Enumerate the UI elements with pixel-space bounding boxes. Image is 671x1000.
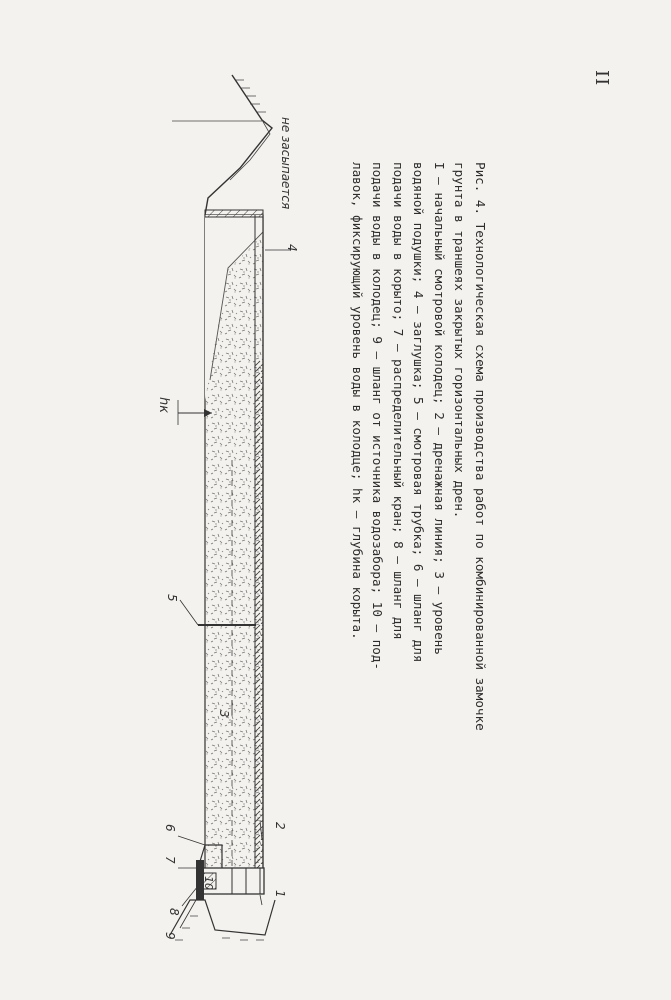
- depth-symbol-label: hк: [156, 397, 171, 414]
- page-number: II: [591, 70, 612, 87]
- caption-line: Рис. 4. Технологическая схема производства работ по комбинированной замочке: [473, 162, 488, 731]
- ground-slope-top-hatch: [236, 80, 266, 112]
- label-10: 10: [202, 876, 215, 890]
- caption-line: водяной подушки; 4 – заглушка; 5 – смотровая трубка; 6 – шланг для: [411, 162, 427, 663]
- caption-line: подачи воды в колодец; 9 – шланг от источника водозабора; 10 – под-: [370, 162, 386, 670]
- not-filled-note: не засыпается: [279, 117, 293, 210]
- label-1: 1: [273, 890, 287, 898]
- label-2: 2: [273, 822, 287, 830]
- label-7: 7: [163, 856, 177, 864]
- caption-line: I – начальный смотровой колодец; 2 – дренажная линия; 3 – уровень: [432, 162, 447, 655]
- label-4: 4: [285, 244, 299, 252]
- caption-line: подачи воды в корыто; 7 – распределительный кран; 8 – шланг для: [391, 162, 406, 640]
- drainage-line: [255, 360, 263, 885]
- caption-line: грунта в траншеях закрытых горизонтальных дрен.: [452, 162, 468, 519]
- label-6: 6: [163, 824, 177, 832]
- label-8: 8: [167, 908, 181, 916]
- label-9: 9: [163, 932, 177, 940]
- label-5: 5: [165, 594, 179, 602]
- plug: [205, 210, 263, 217]
- caption-line: лавок, фиксирующий уровень воды в колодце; hк – глубина корыта.: [350, 162, 365, 640]
- label-3: 3: [217, 710, 231, 718]
- figure-caption: [347, 162, 491, 982]
